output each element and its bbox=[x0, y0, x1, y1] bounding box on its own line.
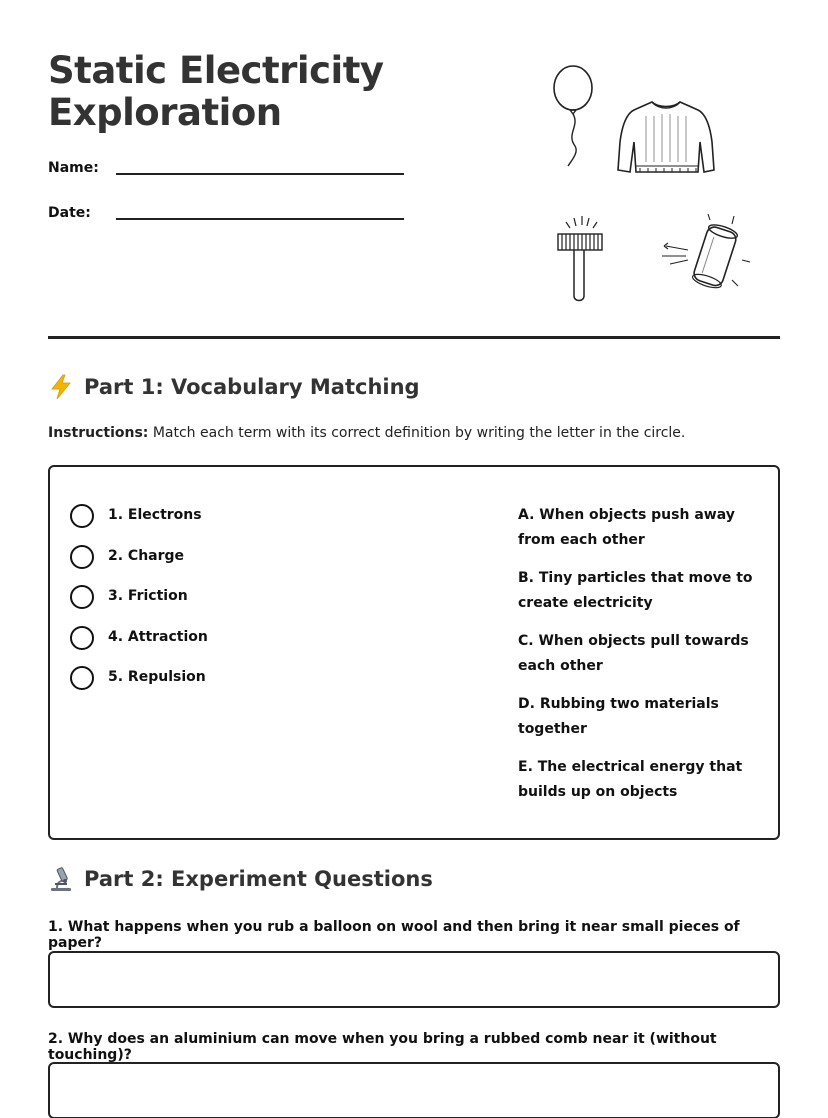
date-field bbox=[48, 205, 91, 221]
question-1: 1. What happens when you rub a balloon on wool and then bring it near small pieces of paper? bbox=[48, 919, 740, 951]
term-item bbox=[70, 544, 208, 585]
part2-heading bbox=[48, 866, 433, 892]
definition-item: E. The electrical energy that builds up on objects bbox=[518, 759, 743, 800]
term-label: 3. Friction bbox=[108, 588, 188, 604]
definition-list bbox=[518, 503, 766, 818]
term-label: 2. Charge bbox=[108, 547, 185, 564]
definition-item: D. Rubbing two materials together bbox=[518, 696, 719, 737]
aluminium-can-icon bbox=[652, 210, 752, 294]
term-item bbox=[70, 584, 208, 625]
microscope-icon bbox=[48, 866, 74, 892]
balloon-icon bbox=[548, 64, 600, 168]
part1-instructions bbox=[48, 425, 685, 441]
header-divider bbox=[48, 336, 780, 339]
name-label: Name: bbox=[48, 160, 99, 176]
definition-item: A. When objects push away from each other bbox=[518, 507, 735, 548]
date-label: Date: bbox=[48, 205, 91, 221]
answer-box-1[interactable] bbox=[48, 951, 780, 1008]
instructions-text: Match each term with its correct definition by writing the letter in the circle. bbox=[148, 425, 686, 441]
part1-heading bbox=[48, 374, 420, 400]
term-list bbox=[70, 503, 208, 706]
term-item bbox=[70, 503, 208, 544]
lightning-icon bbox=[48, 374, 74, 400]
instructions-label: Instructions: bbox=[48, 425, 149, 441]
definition-item: B. Tiny particles that move to create electricity bbox=[518, 570, 753, 611]
answer-circle[interactable] bbox=[70, 504, 94, 528]
worksheet-title: Static Electricity Exploration bbox=[48, 49, 384, 134]
term-label: 4. Attraction bbox=[108, 628, 208, 645]
date-input-line[interactable] bbox=[116, 218, 404, 220]
answer-circle[interactable] bbox=[70, 545, 94, 569]
comb-icon bbox=[554, 212, 606, 304]
name-field bbox=[48, 160, 99, 176]
question-2: 2. Why does an aluminium can move when you bring a rubbed comb near it (without touching)? bbox=[48, 1031, 717, 1063]
answer-circle[interactable] bbox=[70, 585, 94, 609]
part2-title: Part 2: Experiment Questions bbox=[84, 867, 433, 891]
term-item bbox=[70, 665, 208, 706]
answer-circle[interactable] bbox=[70, 666, 94, 690]
vocabulary-matching-box bbox=[48, 465, 780, 840]
term-label: 1. Electrons bbox=[108, 507, 202, 523]
answer-circle[interactable] bbox=[70, 626, 94, 650]
name-input-line[interactable] bbox=[116, 173, 404, 175]
part1-title: Part 1: Vocabulary Matching bbox=[84, 375, 420, 399]
term-label: 5. Repulsion bbox=[108, 669, 206, 685]
definition-item: C. When objects pull towards each other bbox=[518, 633, 749, 674]
term-item bbox=[70, 625, 208, 666]
answer-box-2[interactable] bbox=[48, 1062, 780, 1118]
sweater-icon bbox=[614, 96, 718, 180]
